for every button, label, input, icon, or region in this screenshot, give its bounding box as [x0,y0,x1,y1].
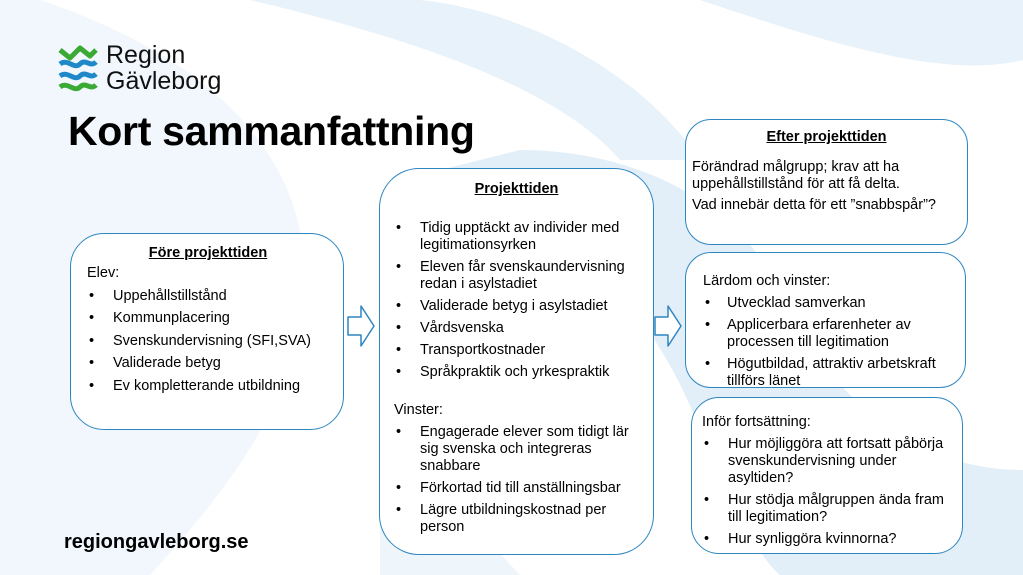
box-lardom-label: Lärdom och vinster: [703,273,831,289]
box-efter-paragraph: Förändrad målgrupp; krav att ha uppehållstillstånd för att få delta. [692,159,900,192]
box-infor-list [702,436,954,548]
arrow-right-icon [654,304,682,348]
logo-text [106,42,221,94]
list-item: • Hur stödja målgruppen ända fram till legitimation? [702,492,954,526]
list-item: • Validerade betyg [87,355,329,372]
box-lardom-list [703,295,957,390]
list-item: • Svenskundervisning (SFI,SVA) [87,333,329,350]
box-efter-projekttiden [685,119,968,245]
footer-url: regiongavleborg.se [64,531,249,553]
box-fore-heading: Före projekttiden [148,245,268,261]
box-lardom-och-vinster [685,252,966,388]
list-item: • Kommunplacering [87,310,329,327]
list-item: • Lägre utbildningskostnad per person [394,502,639,536]
box-projekttiden [379,168,654,555]
box-projekt-list [394,220,639,381]
list-item: • Tidig upptäckt av individer med legitimationsyrken [394,220,639,254]
box-infor-fortsattning [691,397,963,554]
list-item: • Eleven får svenskaundervisning redan i asylstadiet [394,259,639,293]
box-efter-heading: Efter projekttiden [766,129,887,145]
list-item: • Förkortad tid till anställningsbar [394,480,639,497]
list-item: • Hur möjliggöra att fortsatt påbörja svenskundervisning under asyltiden? [702,436,954,487]
list-item: • Engagerade elever som tidigt lär sig svenska och integreras snabbare [394,424,639,475]
list-item: • Validerade betyg i asylstadiet [394,298,639,315]
box-projekt-heading: Projekttiden [474,181,559,197]
logo-line-1: Region [106,41,186,69]
list-item: • Uppehållstillstånd [87,288,329,305]
box-infor-label: Inför fortsättning: [702,414,811,430]
list-item: • Vårdsvenska [394,320,639,337]
box-efter-paragraph: Vad innebär detta för ett ”snabbspår”? [692,197,936,213]
list-item: • Utvecklad samverkan [703,295,957,312]
logo-line-2: Gävleborg [106,67,222,95]
list-item: • Hur synliggöra kvinnorna? [702,531,954,548]
list-item: • Transportkostnader [394,342,639,359]
box-fore-label: Elev: [87,265,120,281]
list-item: • Språkpraktik och yrkespraktik [394,364,639,381]
region-gavleborg-wave-logo-icon [58,44,98,94]
list-item: • Ev kompletterande utbildning [87,378,329,395]
arrow-right-icon [347,304,375,348]
region-gavleborg-logo [58,42,238,98]
list-item: • Högutbildad, attraktiv arbetskraft tillförs länet [703,356,957,390]
list-item: • Applicerbara erfarenheter av processen till legitimation [703,317,957,351]
box-fore-projekttiden [70,233,344,430]
page-title: Kort sammanfattning [68,108,475,154]
box-fore-list [87,288,329,395]
box-projekt-vinster-label: Vinster: [394,402,443,418]
box-projekt-vinster-list [394,424,639,536]
